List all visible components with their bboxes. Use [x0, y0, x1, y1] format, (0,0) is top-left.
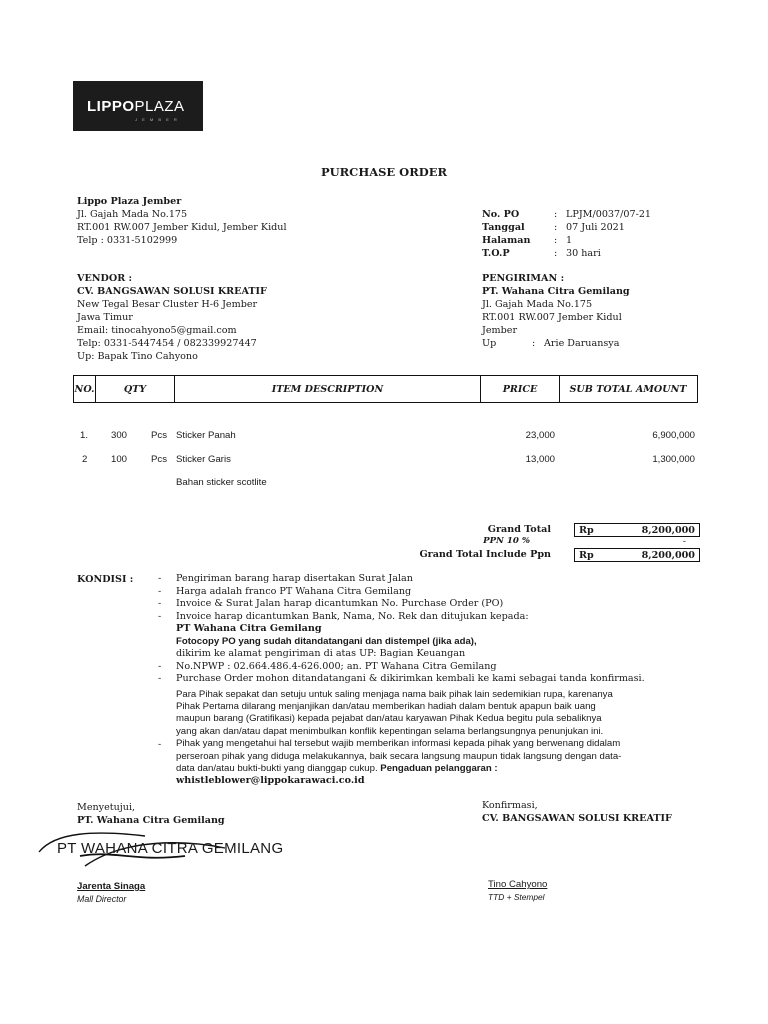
kondisi-text: Pengiriman barang harap disertakan Surat Jalan: [176, 573, 413, 584]
kondisi-text: Harga adalah franco PT Wahana Citra Gemilang: [176, 585, 412, 597]
shipping-address2: RT.001 RW.007 Jember Kidul: [482, 312, 622, 323]
paragraph-line: Para Pihak sepakat dan setuju untuk saling menjaga nama baik pihak lain sedemikian rupa, karenanya: [176, 688, 613, 700]
row-subtotal: 6,900,000: [652, 430, 695, 441]
paragraph-line: Pihak Pertama dilarang menjanjikan dan/atau memberikan hadiah dalam bentuk apapun baik uang: [176, 700, 596, 712]
shipping-address3: Jember: [482, 325, 518, 336]
row-price: 13,000: [525, 454, 555, 465]
vendor-heading: VENDOR :: [77, 273, 133, 284]
kondisi-item: - Invoice harap dicantumkan Bank, Nama, No. Rek dan ditujukan kepada:: [158, 610, 529, 622]
vendor-block: [77, 272, 267, 363]
grand-total-label: Grand Total: [487, 524, 551, 535]
currency-label: Rp: [579, 549, 594, 561]
po-value: 30 hari: [566, 248, 601, 259]
signature-left-heading: Menyetujui,: [77, 802, 136, 813]
kondisi-text: Invoice harap dicantumkan Bank, Nama, No. Rek dan ditujukan kepada:: [176, 610, 529, 622]
paragraph-line: maupun barang (Gratifikasi) kepada pejabat dan/atau karyawan Pihak Kedua begitu pula sebaliknya: [176, 713, 602, 725]
signature-left-company: PT. Wahana Citra Gemilang: [77, 815, 225, 826]
kondisi-sub-address: dikirim ke alamat pengiriman di atas UP: Bagian Keuangan: [176, 648, 466, 659]
shipping-up: Up : Arie Daruansya: [482, 338, 620, 349]
vendor-email: Email: tinocahyono5@gmail.com: [77, 325, 237, 336]
paragraph-bold: Pengaduan pelanggaran :: [380, 762, 498, 774]
po-label: T.O.P: [482, 248, 510, 259]
grand-total-ppn-value: 8,200,000: [641, 549, 695, 561]
signature-right-heading: Konfirmasi,: [482, 800, 538, 811]
kondisi-text: No.NPWP : 02.664.486.4-626.000; an. PT Wahana Citra Gemilang: [176, 660, 497, 672]
kondisi-heading: KONDISI :: [77, 574, 134, 585]
kondisi-item: - No.NPWP : 02.664.486.4-626.000; an. PT Wahana Citra Gemilang: [158, 660, 497, 672]
kondisi-text: Purchase Order mohon ditandatangani & dikirimkan kembali ke kami sebagai tanda konfirmasi.: [176, 673, 645, 684]
row-unit: Pcs: [151, 454, 167, 465]
company-address2: RT.001 RW.007 Jember Kidul, Jember Kidul: [77, 222, 287, 233]
document-title: PURCHASE ORDER: [320, 165, 448, 179]
po-value: LPJM/0037/07-21: [566, 209, 652, 220]
header-description: ITEM DESCRIPTION: [271, 383, 384, 395]
row-no: 1.: [80, 430, 89, 441]
company-stamp: [35, 826, 305, 872]
items-table-header: [73, 375, 698, 403]
signature-left-name: Jarenta Sinaga: [77, 881, 146, 892]
shipping-block: [482, 272, 630, 350]
kondisi-item: - Invoice & Surat Jalan harap dicantumkan No. Purchase Order (PO): [158, 598, 504, 609]
shipping-up-value: Arie Daruansya: [544, 338, 620, 349]
logo-word-bold: LIPPO: [87, 98, 135, 115]
item-note: Bahan sticker scotlite: [176, 477, 267, 488]
row-unit: Pcs: [151, 430, 167, 441]
shipping-name: PT. Wahana Citra Gemilang: [482, 286, 630, 297]
kondisi-text: Invoice & Surat Jalan harap dicantumkan No. Purchase Order (PO): [176, 598, 504, 609]
signature-right-name: Tino Cahyono: [488, 879, 548, 890]
stamp-text: PT WAHANA CITRA GEMILANG: [57, 840, 284, 857]
grand-total-ppn-label: Grand Total Include Ppn: [419, 549, 551, 560]
kondisi-item: - Harga adalah franco PT Wahana Citra Gemilang: [158, 585, 412, 597]
po-label: Halaman: [482, 235, 531, 246]
paragraph-line: Pihak yang mengetahui hal tersebut wajib memberikan informasi kepada pihak yang berwenang didalam: [176, 738, 621, 750]
shipping-address1: Jl. Gajah Mada No.175: [482, 299, 593, 310]
row-no: 2: [82, 454, 88, 465]
kondisi-sub-fotocopy: Fotocopy PO yang sudah ditandatangani dan distempel (jika ada),: [176, 635, 477, 647]
po-info-row: No. PO : LPJM/0037/07-21: [482, 209, 652, 220]
grand-total-value: 8,200,000: [641, 524, 695, 536]
signature-left-title: Mall Director: [77, 894, 127, 904]
paragraph-line: perseroan pihak yang diduga melakukannya, baik secara langsung maupun tidak langsung dengan data-: [176, 750, 622, 762]
vendor-phone: Telp: 0331-5447454 / 082339927447: [77, 338, 257, 349]
row-description: Sticker Garis: [176, 454, 231, 465]
row-qty: 100: [111, 454, 128, 465]
header-subtotal: SUB TOTAL AMOUNT: [569, 383, 687, 395]
signature-right-title: TTD + Stempel: [488, 892, 545, 902]
grand-total-ppn-box: [574, 548, 700, 562]
po-label: No. PO: [482, 209, 520, 220]
row-subtotal: 1,300,000: [652, 454, 695, 465]
kondisi-item: - Purchase Order mohon ditandatangani & dikirimkan kembali ke kami sebagai tanda konfirmasi.: [158, 673, 645, 684]
header-no: NO.: [74, 383, 95, 395]
po-info: [482, 208, 651, 260]
company-phone: Telp : 0331-5102999: [77, 235, 178, 246]
paragraph-line: yang akan dan/atau dapat menimbulkan konflik kepentingan selama berlangsungnya penunjukan ini.: [176, 725, 604, 737]
signature-right-company: CV. BANGSAWAN SOLUSI KREATIF: [482, 813, 672, 824]
vendor-address2: Jawa Timur: [77, 312, 133, 323]
paragraph-plain: data dan/atau bukti-bukti yang dianggap cukup.: [176, 762, 381, 774]
shipping-heading: PENGIRIMAN :: [482, 273, 565, 284]
kondisi-paragraph: - Para Pihak sepakat dan setuju untuk saling menjaga nama baik pihak lain sedemikian rupa, karenanya Pihak Pertama dilarang menjanjikan dan/atau memberikan hadiah dalam bentuk apapun baik uang maupun barang (Gratifikasi) kepada pejabat dan/atau karyawan Pihak Kedua begitu pula sebaliknya yang akan dan/atau dapat menimbulkan konflik kepentingan selama berlangsungnya penunjukan ini. Pihak yang mengetahui hal tersebut wajib memberikan informasi kepada pihak yang berwenang didalam perseroan pihak yang diduga melakukannya, baik secara langsung maupun tidak langsung dengan data- data dan/atau bukti-bukti yang dianggap cukup. Pengaduan pelanggaran : whistleblower@lippokarawaci.co.id: [158, 688, 622, 787]
row-price: 23,000: [525, 430, 555, 441]
po-info-row: Halaman : 1: [482, 235, 573, 246]
kondisi-sub-company: PT Wahana Citra Gemilang: [176, 623, 322, 634]
po-value: 07 Juli 2021: [566, 222, 625, 233]
po-label: Tanggal: [482, 222, 525, 233]
vendor-name: CV. BANGSAWAN SOLUSI KREATIF: [77, 286, 267, 297]
shipping-up-label: Up: [482, 338, 497, 349]
logo-word-light: PLAZA: [134, 98, 185, 115]
row-description: Sticker Panah: [176, 430, 236, 441]
company-block: [77, 195, 287, 247]
paragraph-line: [176, 763, 621, 775]
kondisi-list: [158, 573, 698, 788]
currency-label: Rp: [579, 524, 594, 536]
lippo-plaza-logo: [73, 81, 203, 131]
header-qty: QTY: [123, 383, 147, 395]
row-qty: 300: [111, 430, 128, 441]
logo-tagline: J E M B E R: [135, 117, 179, 122]
ppn-label: PPN 10 %: [483, 536, 530, 546]
company-name: Lippo Plaza Jember: [77, 196, 182, 207]
ppn-value: -: [682, 536, 686, 547]
vendor-up: Up: Bapak Tino Cahyono: [77, 351, 198, 362]
vendor-address1: New Tegal Besar Cluster H-6 Jember: [77, 299, 258, 310]
po-info-row: T.O.P : 30 hari: [482, 248, 601, 259]
whistleblower-email: whistleblower@lippokarawaci.co.id: [176, 775, 365, 787]
po-value: 1: [566, 235, 573, 246]
kondisi-item: - Pengiriman barang harap disertakan Surat Jalan: [158, 573, 413, 584]
company-address1: Jl. Gajah Mada No.175: [77, 209, 188, 220]
po-info-row: Tanggal : 07 Juli 2021: [482, 222, 625, 233]
header-price: PRICE: [502, 383, 538, 395]
